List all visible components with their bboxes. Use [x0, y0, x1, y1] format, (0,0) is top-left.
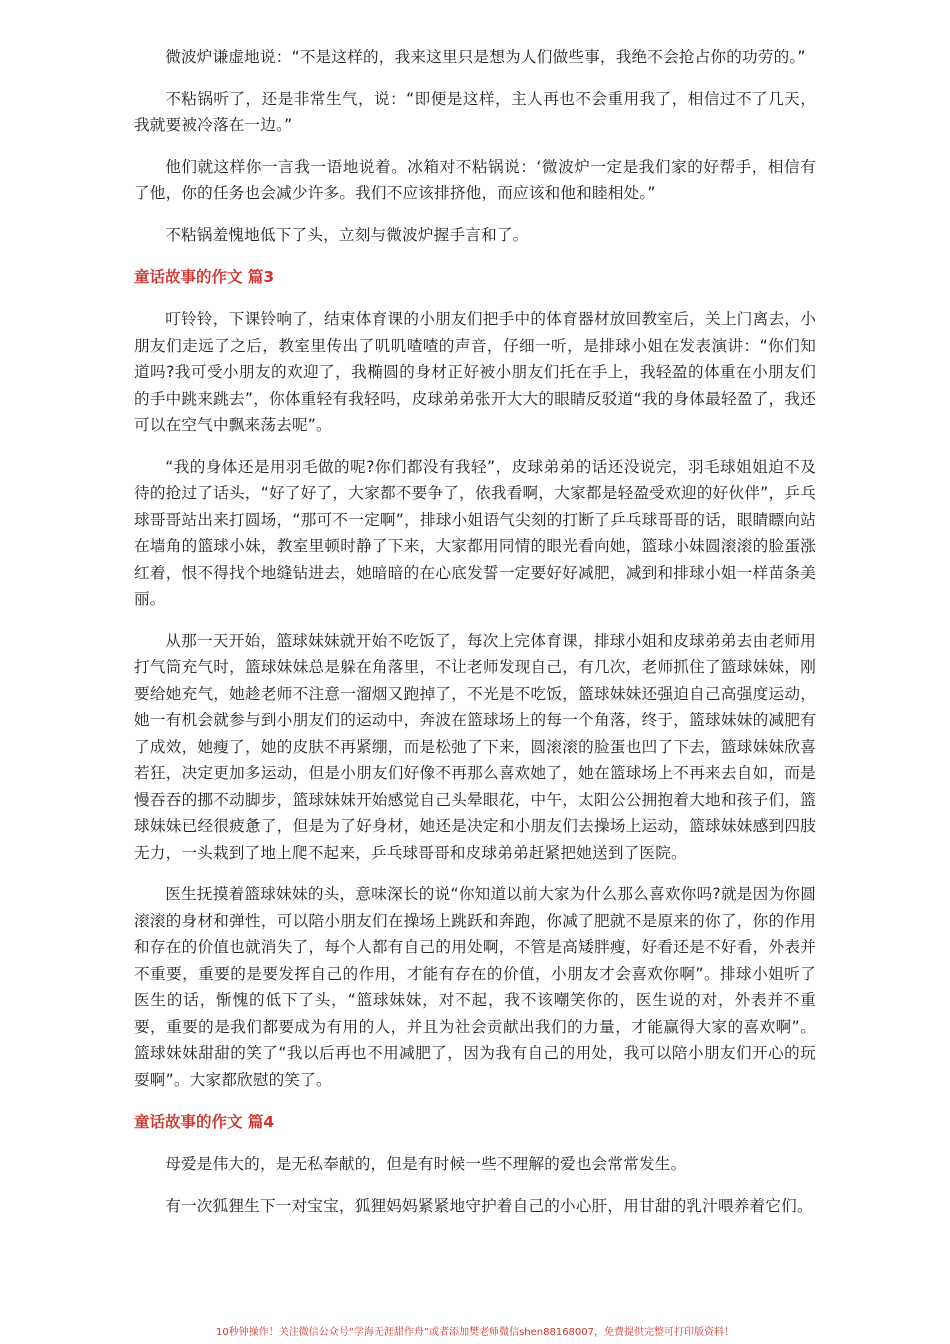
paragraph: 微波炉谦虚地说：“不是这样的，我来这里只是想为人们做些事，我绝不会抢占你的功劳的。” — [165, 48, 806, 66]
paragraph: 有一次狐狸生下一对宝宝，狐狸妈妈紧紧地守护着自己的小心肝，用甘甜的乳汁喂养着它们。 — [165, 1196, 813, 1215]
section-heading: 童话故事的作文 篇4 — [134, 1113, 275, 1131]
section-heading: 童话故事的作文 篇3 — [134, 268, 275, 286]
paragraph: 不粘锅听了，还是非常生气，说：“即便是这样，主人再也不会重用我了，相信过不了几天，我就要被冷落在一边。” — [134, 89, 816, 134]
paragraph: 叮铃铃，下课铃响了，结束体育课的小朋友们把手中的体育器材放回教室后，关上门离去，小朋友们走远了之后，教室里传出了叽叽喳喳的声音，仔细一听，是排球小姐在发表演讲：“你们知道吗?我可受小朋友的欢迎了，我椭圆的身材正好被小朋友们托在手上，我轻盈的体重在小朋友们的手中跳来跳去”，你体重轻有我轻吗，皮球弟弟张开大大的眼睛反驳道“我的身体最轻盈了，我还可以在空气中飘来荡去呢”。 — [134, 310, 816, 434]
paragraph: 他们就这样你一言我一语地说着。冰箱对不粘锅说：‘微波炉一定是我们家的好帮手，相信有了他，你的任务也会减少许多。我们不应该排挤他，而应该和他和睦相处。” — [134, 157, 816, 202]
paragraph: 不粘锅羞愧地低下了头，立刻与微波炉握手言和了。 — [165, 225, 529, 244]
document-body — [134, 44, 816, 1234]
paragraph: 从那一天开始，篮球妹妹就开始不吃饭了，每次上完体育课，排球小姐和皮球弟弟去由老师用打气筒充气时，篮球妹妹总是躲在角落里，不让老师发现自己，有几次，老师抓住了篮球妹妹，刚要给她充气，她趁老师不注意一溜烟又跑掉了，不光是不吃饭，篮球妹妹还强迫自己高强度运动，她一有机会就参与到小朋友们的运动中，奔波在篮球场上的每一个角落，终于，篮球妹妹的减肥有了成效，她瘦了，她的皮肤不再紧绷，而是松弛了下来，圆滚滚的脸蛋也凹了下去，篮球妹妹欣喜若狂，决定更加多运动，但是小朋友们好像不再那么喜欢她了，她在篮球场上不再来去自如，而是慢吞吞的挪不动脚步，篮球妹妹开始感觉自己头晕眼花，中午，太阳公公拥抱着大地和孩子们，篮球妹妹已经很疲惫了，但是为了好身材，她还是决定和小朋友们去操场上运动，篮球妹妹感到四肢无力，一头栽到了地上爬不起来，乒乓球哥哥和皮球弟弟赶紧把她送到了医院。 — [134, 631, 816, 862]
footer-notice: 10秒钟操作！关注微信公众号“学海无涯甜作舟”或者添加樊老师微信shen88168007，免费提供完整可打印版资料！ — [215, 1327, 735, 1338]
paragraph: 医生抚摸着篮球妹妹的头，意味深长的说“你知道以前大家为什么那么喜欢你吗?就是因为你圆滚滚的身材和弹性，可以陪小朋友们在操场上跳跃和奔跑，你减了肥就不是原来的你了，你的作用和存在的价值也就消失了，每个人都有自己的用处啊，不管是高矮胖瘦，好看还是不好看，外表并不重要，重要的是要发挥自己的作用，才能有存在的价值，小朋友才会喜欢你啊”。排球小姐听了医生的话，惭愧的低下了头，“篮球妹妹，对不起，我不该嘲笑你的，医生说的对，外表并不重要，重要的是我们都要成为有用的人，并且为社会贡献出我们的力量，才能赢得大家的喜欢啊”。篮球妹妹甜甜的笑了“我以后再也不用减肥了，因为我有自己的用处，我可以陪小朋友们开心的玩耍啊”。大家都欣慰的笑了。 — [134, 885, 816, 1089]
paragraph: 母爱是伟大的，是无私奉献的，但是有时候一些不理解的爱也会常常发生。 — [165, 1155, 687, 1173]
paragraph: “我的身体还是用羽毛做的呢?你们都没有我轻”，皮球弟弟的话还没说完，羽毛球姐姐迫不及待的抢过了话头，“好了好了，大家都不要争了，依我看啊，大家都是轻盈受欢迎的好伙伴”，乒乓球哥哥站出来打圆场，“那可不一定啊”，排球小姐语气尖刻的打断了乒乓球哥哥的话，眼睛瞟向站在墙角的篮球小妹，教室里顿时静了下来，大家都用同情的眼光看向她，篮球小妹圆滚滚的脸蛋涨红着，恨不得找个地缝钻进去，她暗暗的在心底发誓一定要好好减肥，减到和排球小姐一样苗条美丽。 — [134, 457, 816, 608]
